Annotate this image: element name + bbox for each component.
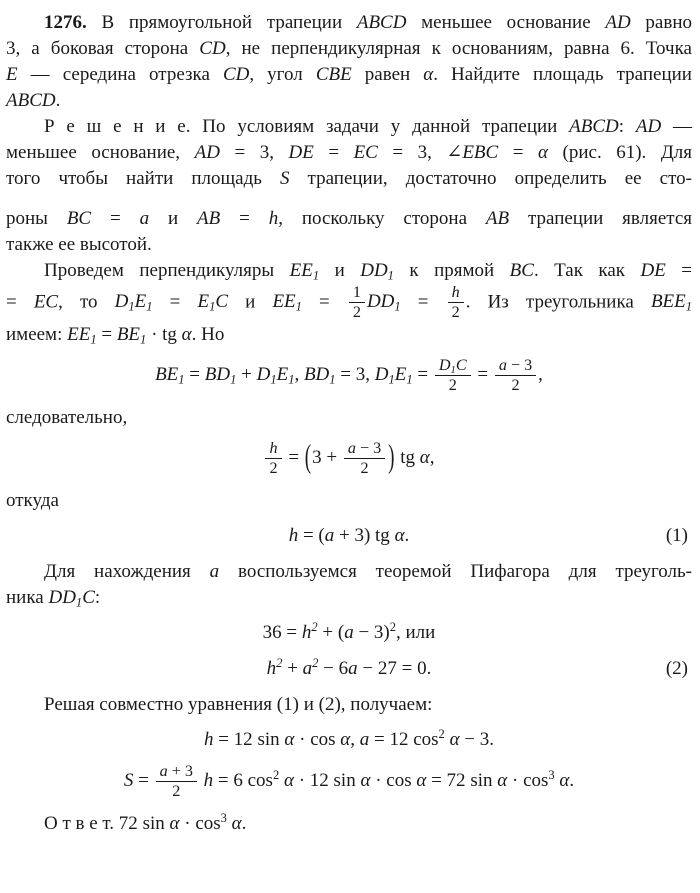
math-run: E [6,64,18,85]
text-run: , [350,728,360,750]
math-run: α [389,524,405,546]
math-run: a [139,208,150,229]
text-run: следовательно, [6,406,128,428]
text-line [6,811,692,837]
text-line [6,140,692,166]
math-run: α [355,769,371,791]
fraction [349,284,365,322]
text-line [6,10,692,36]
text-run: − 3 [506,356,533,374]
math-run: AB [485,208,510,229]
fraction [265,440,281,478]
math-run: a [359,728,370,750]
text-run: · 12 [293,769,334,791]
text-run: = ( [298,524,325,546]
subscript: 1 [128,299,135,314]
text-run: и [319,260,361,281]
math-run: a [159,762,168,780]
fraction-numerator [349,284,365,303]
display-equation [6,763,692,801]
math-run: a [348,657,358,679]
math-run: a [498,356,507,374]
math-run: $BE_1$ [116,323,147,347]
subscript: 1 [394,299,401,314]
text-run: . [241,812,247,834]
math-run: α [415,447,430,469]
text-run: = 6 [213,769,248,791]
text-run: равен [351,64,424,85]
math-run: AD [605,12,631,33]
fraction-denominator [156,782,197,800]
text-run: , угол [249,64,316,85]
text-line [6,692,692,718]
text-run: + 3 [167,762,193,780]
superscript: 2 [438,726,445,741]
text-run: Решая совместно уравнения (1) и (2), получаем: [44,693,433,715]
fraction [495,357,536,395]
math-run: $E_1C$ [197,291,229,314]
text-run: меньшее основание [406,12,606,33]
text-line [6,114,692,140]
display-equation [6,656,692,682]
equation-content [263,438,435,478]
math-run: α [411,769,427,791]
vertical-gap [6,192,692,206]
function-name: tg [375,524,390,546]
fraction-numerator [265,440,281,459]
text-run: + [282,657,303,679]
text-run: — середина отрезка [17,64,223,85]
text-run: + ( [317,621,345,643]
text-run: + [236,364,257,386]
bold-problem-number: 1276. [44,12,87,33]
text-run: и [228,291,273,313]
text-run: имеем: [6,323,68,345]
big-right-paren: ) [388,438,395,476]
text-run: . [404,524,410,546]
paragraph [6,405,692,431]
math-run: CD [199,38,226,59]
math-run: S [279,168,290,189]
text-run: − 3 [355,439,382,457]
math-run: $D_1E_1$ [114,291,153,314]
fraction-denominator [495,376,536,394]
text-run: и [149,208,198,229]
text-run: + 3) [334,524,376,546]
fraction-denominator [349,303,365,321]
math-run: EC [33,291,59,313]
math-run: h [451,284,460,301]
text-run: 36 = [262,621,302,643]
superscript: 2 [272,768,280,783]
math-run: AD [194,142,220,163]
superscript: 3 [548,768,555,783]
superscript: 3 [220,810,227,825]
superscript: 2 [276,655,283,670]
subscript: 1 [230,372,237,387]
text-run: трапеции, достаточно определить ее сто- [289,168,692,189]
text-run: . Из треугольника [465,291,651,313]
text-run: = [313,142,354,163]
subscript: 1 [295,299,302,314]
text-run: − 27 = 0. [357,657,432,679]
function-name: cos [386,769,412,791]
paragraph [6,114,692,192]
display-equation [6,440,692,478]
text-run: 2 [451,304,460,322]
equation-number: (1) [665,524,688,546]
paragraph [6,692,692,718]
text-run: Для нахождения [44,560,210,582]
subscript: 1 [312,268,320,283]
text-run: = 12 [213,728,258,750]
subscript: 1 [209,299,216,314]
display-equation [6,357,692,395]
text-run: . [55,90,61,111]
text-run: 2 [269,460,278,478]
subscript: 1 [288,372,295,387]
math-run: S [123,769,134,791]
text-run: = [152,291,198,313]
math-run: α [423,64,434,85]
text-run: к прямой [393,260,510,281]
text-run: = [220,208,269,229]
math-run: h [269,439,278,457]
math-run: DE [640,260,666,281]
text-run: 2 [172,783,181,801]
subscript: 1 [329,372,336,387]
superscript: 2 [311,619,318,634]
text-run: , то [58,291,115,313]
fraction-denominator [344,459,385,477]
text-run: О т в е т. 72 [44,812,143,834]
text-run: = 3, [335,364,375,386]
math-run: $EE_1$ [272,291,302,314]
fraction [344,440,385,478]
math-run: $EE_1$ [67,323,97,347]
math-run: α [538,142,548,163]
subscript: 1 [90,332,97,347]
math-run: h [203,728,214,750]
text-run: 3, а боковая сторона [6,38,200,59]
text-run: = [301,291,347,313]
math-run: $DD_1$ [366,291,401,314]
text-run: = [184,364,205,386]
math-run: α [554,769,570,791]
text-line [6,258,692,284]
math-run: h [288,524,299,546]
text-run: 2 [360,460,369,478]
text-run: ника [6,586,49,608]
fraction-numerator [344,440,385,459]
math-run: h [198,769,214,791]
superscript: 2 [389,619,396,634]
math-run: $DD_1$ [360,260,394,283]
math-run: α [492,769,508,791]
subscript: 1 [685,299,693,314]
text-run: = [412,364,433,386]
math-run: $BD_1$ [303,364,336,387]
equation-content [155,356,543,395]
text-run: , [294,364,304,386]
text-run: = [498,142,538,163]
text-run: Р е ш е н и е. По условиям задачи у данной трапеции [44,116,570,137]
math-run: a [347,439,356,457]
function-name: $\cos^2$ [413,726,445,750]
subscript: 1 [387,268,394,283]
fraction [448,284,464,322]
text-run: (рис. 61). Для [547,142,693,163]
math-run: α [279,769,294,791]
math-run: AD [635,116,662,137]
text-run: того чтобы найти площадь [6,168,280,189]
text-run: также ее высотой. [6,234,152,255]
text-run: , [429,447,435,469]
text-line [6,322,692,348]
text-run: − 3)$^2$, или [353,619,436,643]
math-run: $D_1E_1$ [374,364,413,387]
equation-content [289,525,410,546]
text-run: Проведем перпендикуляры [44,260,290,281]
text-line [6,166,692,192]
paragraph [6,10,692,114]
fraction-numerator [435,357,471,376]
equation-content [203,726,495,750]
fraction-denominator [265,459,281,477]
equation-content [266,655,432,679]
math-run: $DD_1C$ [48,586,95,610]
fraction-numerator [448,284,464,303]
function-name: $\cos^3$ [523,768,555,791]
text-line [6,559,692,585]
text-run: меньшее основание, [6,142,195,163]
text-run: · [146,323,163,345]
text-run: 1 [352,284,361,301]
problem-solution-text [6,10,692,837]
text-line [6,232,692,258]
text-line [6,206,692,232]
math-run: $BD_1$ [204,364,237,387]
function-name: sin [257,728,280,750]
math-run: $h^2$ [266,655,283,679]
function-name: sin [142,812,165,834]
text-run: · [179,812,196,834]
text-run: воспользуемся теоремой Пифагора для треуголь- [219,560,692,582]
math-run: a [324,524,335,546]
text-run: · [370,769,387,791]
text-run: , не перпендикулярная к основаниям, равна 6. Точка [225,38,692,59]
math-run: BC [66,208,92,229]
math-run: CD [222,64,250,85]
math-run: ABCD [569,116,619,137]
math-run: DE [288,142,314,163]
text-run: . Найдите площадь трапеции [433,64,692,85]
text-run: . Но [191,323,225,345]
math-run: α [279,728,295,750]
math-run: ABCD [356,12,407,33]
math-run: $D_1E_1$ [256,364,295,387]
math-run: $D_1C$ [438,356,467,376]
math-run: α [164,812,180,834]
subscript: 1 [406,372,413,387]
math-run: a [344,621,354,643]
subscript: 1 [270,372,277,387]
paragraph [6,811,692,837]
text-run: · [507,769,524,791]
subscript: 1 [75,595,83,610]
text-run: = [6,291,34,313]
math-run: EC [353,142,378,163]
text-run: = 3, [377,142,447,163]
subscript: 1 [146,299,153,314]
text-run: = 3, [219,142,289,163]
math-run: $EE_1$ [289,260,320,283]
math-run: $BE_1$ [155,364,185,387]
superscript: 2 [312,655,319,670]
text-run: − 6 [318,657,349,679]
math-run: α [444,728,460,750]
text-line [6,88,692,114]
fraction [156,763,197,801]
subscript: 1 [178,372,185,387]
text-line [6,488,692,514]
paragraph [6,559,692,611]
math-run: AB [197,208,221,229]
function-name: cos [310,728,336,750]
function-name: $\cos^3$ [195,810,227,834]
math-run: α [226,812,242,834]
function-name: tg [162,323,177,345]
text-run: : [618,116,636,137]
math-run: ∠EBC [446,142,499,163]
display-equation [6,523,692,549]
text-run: 3 + [312,447,342,469]
subscript: 1 [388,372,395,387]
function-name: $\cos^2$ [247,768,280,791]
text-run: : [94,586,101,608]
math-run: α [335,728,351,750]
text-run: , [538,364,543,386]
text-run: = [472,364,493,386]
subscript: 1 [140,332,147,347]
paragraph [6,258,692,348]
fraction-numerator [156,763,197,782]
text-run: В прямоугольной трапеции [86,12,357,33]
function-name: tg [400,447,416,469]
text-run: , поскольку сторона [278,208,486,229]
text-run: роны [6,208,67,229]
display-equation [6,727,692,753]
text-line [6,36,692,62]
equation-content [262,619,436,643]
math-run: BC [509,260,534,281]
text-run: = [400,291,446,313]
math-run: α [176,323,192,345]
equation-number: (2) [665,657,688,679]
text-run: = 12 [369,728,414,750]
text-run: · [294,728,311,750]
text-line [6,284,692,322]
text-run: откуда [6,489,59,511]
text-line [6,585,692,611]
text-run: = 72 [426,769,471,791]
text-run: − 3. [459,728,495,750]
fraction [435,357,471,395]
text-run: 2 [352,304,361,322]
math-run: $BEE_1$ [650,291,693,314]
math-run: h [268,208,279,229]
math-run: ABCD [6,90,56,111]
text-run: = [91,208,140,229]
subscript: 1 [450,364,456,376]
text-run: равно [630,12,692,33]
paragraph [6,488,692,514]
text-run: . Так как [533,260,641,281]
text-run: . [569,769,575,791]
text-run: — [661,116,692,137]
display-equation [6,620,692,646]
fraction-denominator [435,376,471,394]
big-left-paren: ( [304,438,312,476]
paragraph [6,206,692,258]
math-run: $a^2$ [302,655,319,679]
text-run: трапеции является [509,208,693,229]
text-run: = [96,323,117,345]
math-run: CBE [315,64,352,85]
math-run: $h^2$ [301,619,318,643]
equation-content [123,762,575,801]
text-run: = [133,769,154,791]
text-line [6,405,692,431]
text-run: 2 [511,377,520,395]
function-name: sin [333,769,356,791]
text-run: = [283,447,304,469]
function-name: sin [470,769,493,791]
text-run: = [665,260,692,281]
fraction-numerator [495,357,536,376]
text-line [6,62,692,88]
fraction-denominator [448,303,464,321]
text-run: 2 [448,377,457,395]
math-run: a [209,560,220,582]
